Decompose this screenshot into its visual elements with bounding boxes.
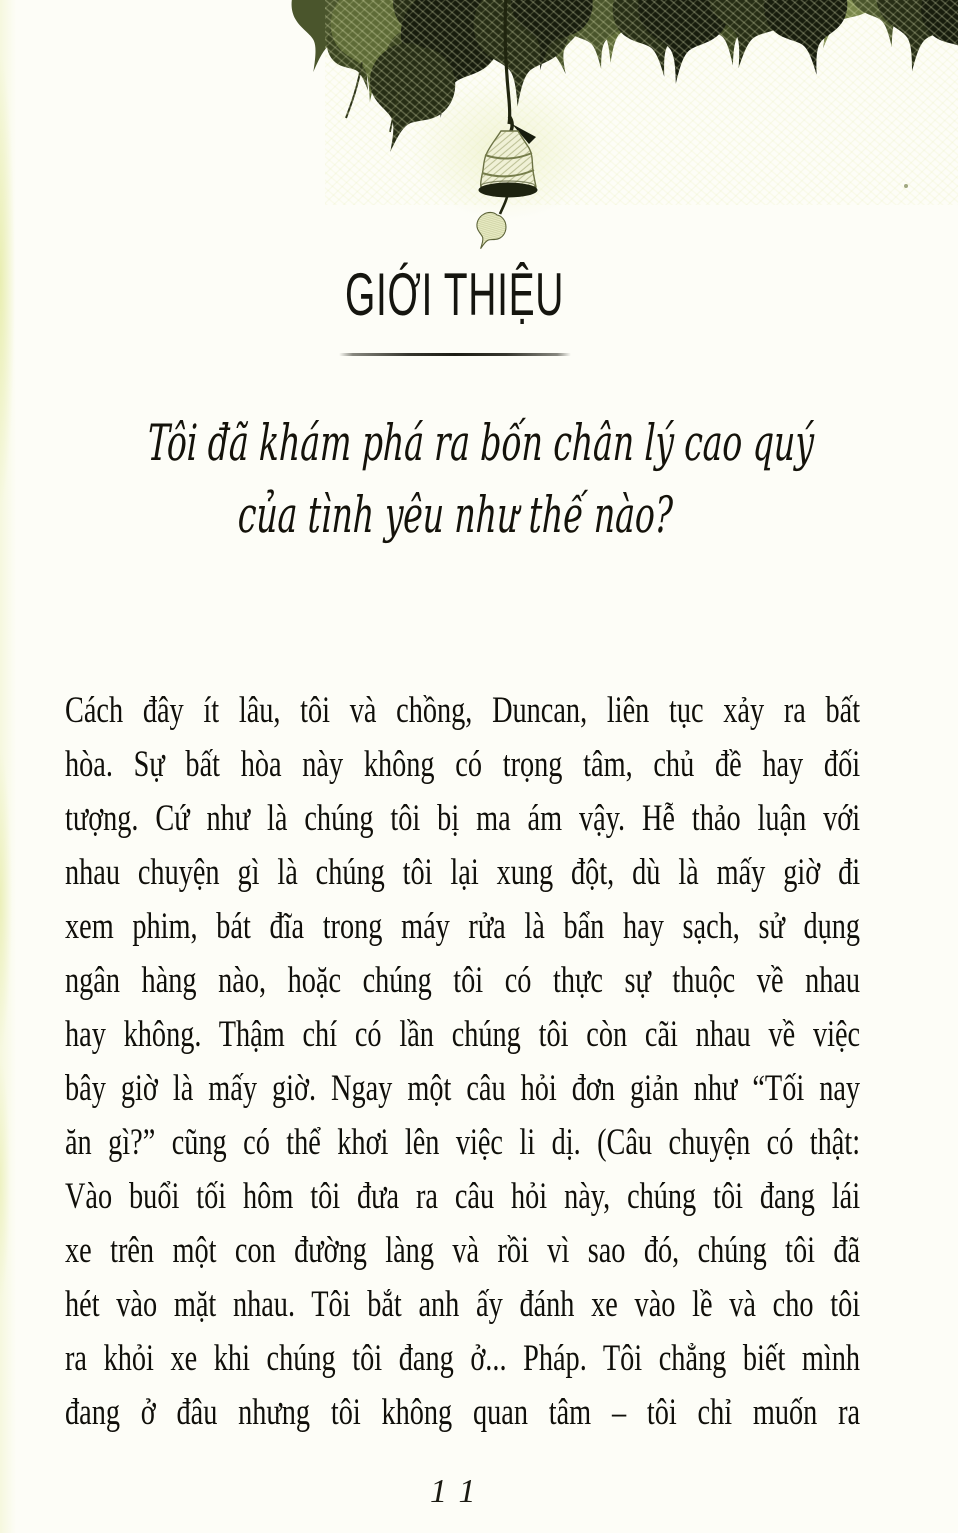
body-line: Vào buổi tối hôm tôi đưa ra câu hỏi này, chúng tôi đang lái (65, 1176, 861, 1217)
page-number: 11 (430, 1473, 490, 1510)
chapter-title-text: GIỚI THIỆU (345, 261, 565, 328)
body-line: hay không. Thậm chí có lần chúng tôi còn cãi nhau về việc (65, 1014, 861, 1055)
body-line: xe trên một con đường làng và rồi vì sao đó, chúng tôi đã (65, 1230, 861, 1271)
body-line: Cách đây ít lâu, tôi và chồng, Duncan, liên tục xảy ra bất (65, 690, 861, 731)
body-line: hét vào mặt nhau. Tôi bắt anh ấy đánh xe vào lề và cho tôi (65, 1284, 861, 1325)
body-line: xem phim, bát đĩa trong máy rửa là bẩn hay sạch, sử dụng (65, 906, 861, 947)
body-paragraph (65, 684, 860, 1440)
chapter-subtitle-line1: Tôi đã khám phá ra bốn chân lý cao quý (146, 414, 815, 472)
body-line: ra khỏi xe khi chúng tôi đang ở... Pháp. Tôi chẳng biết mình (65, 1338, 861, 1379)
body-line: tượng. Cứ như là chúng tôi bị ma ám vậy. Hễ thảo luận với (65, 798, 861, 839)
body-line: ngân hàng nào, hoặc chúng tôi có thực sự thuộc về nhau (65, 960, 861, 1001)
body-line: ăn gì?” cũng có thể khơi lên việc li dị. (Câu chuyện có thật: (65, 1122, 861, 1163)
body-line: hòa. Sự bất hòa này không có trọng tâm, chủ đề hay đối (65, 744, 861, 785)
body-line: bây giờ là mấy giờ. Ngay một câu hỏi đơn giản như “Tối nay (65, 1068, 861, 1109)
chapter-subtitle-line2: của tình yêu như thế nào? (236, 486, 674, 544)
chapter-title (0, 261, 934, 328)
chapter-heading (0, 0, 934, 600)
title-divider-rule (339, 353, 571, 356)
body-line: nhau chuyện gì là chúng tôi lại xung đột, dù là mấy giờ đi (65, 852, 861, 893)
body-line: đang ở đâu nhưng tôi không quan tâm – tôi chỉ muốn ra (65, 1392, 861, 1433)
